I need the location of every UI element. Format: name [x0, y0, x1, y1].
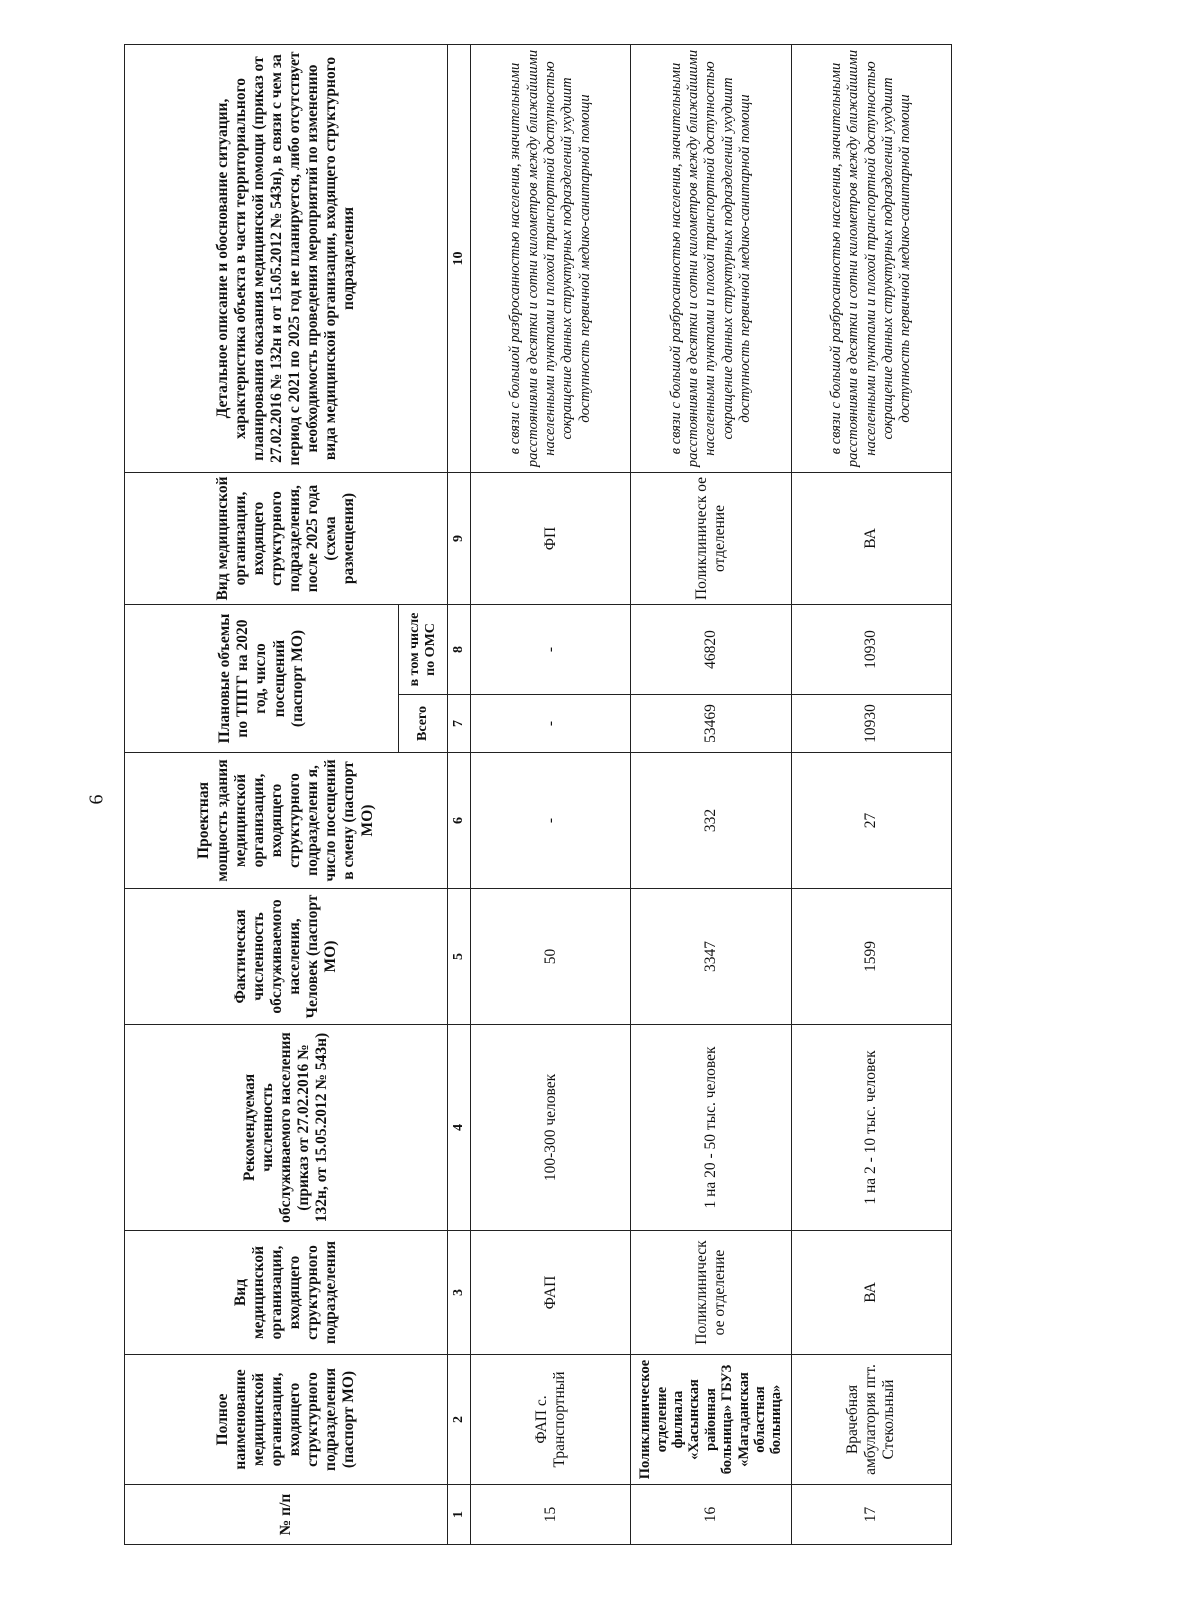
facility-name: Поликлиническое отделение филиала «Хасынская районная больница» ГБУЗ «Магаданская областная больница» [631, 1355, 791, 1485]
design-capacity: - [471, 753, 631, 889]
rotated-table-wrapper [124, 45, 952, 1545]
planned-oms: - [471, 605, 631, 695]
column-number: 10 [448, 45, 471, 473]
header-number: № п/п [125, 1485, 448, 1545]
header-justification: Детальное описание и обоснование ситуации, характеристика объекта в части территориального планирования оказания медицинской помощи (приказ от 27.02.2016 № 132н и от 15.05.2012 № 543н), в связи с чем за период с 2021 по 2025 год не планируется, либо отсутствует необходимость проведения мероприятий по изменению вида медицинской организации, входящего структурного подразделения [125, 45, 448, 473]
justification-text: в связи с большой разбросанностью населения, значительными расстояниями в десятки и сотни километров между ближайшими населенными пунктами и плохой транспортной доступностью сокращение данных структурных подразделений ухудшит доступность первичной медико-санитарной помощи [791, 45, 951, 473]
design-capacity: 332 [631, 753, 791, 889]
table-row [631, 45, 791, 1545]
actual-population: 1599 [791, 889, 951, 1025]
column-number: 4 [448, 1025, 471, 1231]
facility-type: ФАП [471, 1231, 631, 1355]
row-number: 17 [791, 1485, 951, 1545]
facility-type: Поликлиническ ое отделение [631, 1231, 791, 1355]
type-after-2025: ВА [791, 473, 951, 605]
type-after-2025: ФП [471, 473, 631, 605]
facility-name: Врачебная амбулатория пгт. Стекольный [791, 1355, 951, 1485]
column-number: 6 [448, 753, 471, 889]
header-type-after-2025: Вид медицинской организации, входящего структурного подразделения, после 2025 года (схема размещения) [125, 473, 448, 605]
actual-population: 3347 [631, 889, 791, 1025]
planned-total: 53469 [631, 695, 791, 753]
actual-population: 50 [471, 889, 631, 1025]
recommended-population: 1 на 20 - 50 тыс. человек [631, 1025, 791, 1231]
column-number: 8 [448, 605, 471, 695]
column-number: 7 [448, 695, 471, 753]
column-number: 2 [448, 1355, 471, 1485]
column-number: 3 [448, 1231, 471, 1355]
planned-total: 10930 [791, 695, 951, 753]
header-actual: Фактическая численность обслуживаемого населения, Человек (паспорт МО) [125, 889, 448, 1025]
justification-text: в связи с большой разбросанностью населения, значительными расстояниями в десятки и сотни километров между ближайшими населенными пунктами и плохой транспортной доступностью сокращение данных структурных подразделений ухудшит доступность первичной медико-санитарной помощи [631, 45, 791, 473]
planned-total: - [471, 695, 631, 753]
design-capacity: 27 [791, 753, 951, 889]
header-oms: в том числе по ОМС [399, 605, 448, 695]
header-planned-volumes: Плановые объемы по ТПГГ на 2020 год, число посещений (паспорт МО) [125, 605, 399, 753]
column-number-row [448, 45, 471, 1545]
header-type: Вид медицинской организации, входящего структурного подразделения [125, 1231, 448, 1355]
planned-oms: 46820 [631, 605, 791, 695]
facility-name: ФАП с. Транспортный [471, 1355, 631, 1485]
row-number: 16 [631, 1485, 791, 1545]
header-total: Всего [399, 695, 448, 753]
header-row [125, 45, 399, 1545]
recommended-population: 1 на 2 - 10 тыс. человек [791, 1025, 951, 1231]
header-full-name: Полное наименование медицинской организации, входящего структурного подразделения (паспорт МО) [125, 1355, 448, 1485]
column-number: 9 [448, 473, 471, 605]
recommended-population: 100-300 человек [471, 1025, 631, 1231]
table-row [471, 45, 631, 1545]
planned-oms: 10930 [791, 605, 951, 695]
facilities-table [124, 44, 952, 1545]
column-number: 1 [448, 1485, 471, 1545]
header-recommended: Рекомендуемая численность обслуживаемого населения (приказ от 27.02.2016 № 132н, от 15.05.2012 № 543н) [125, 1025, 448, 1231]
type-after-2025: Поликлиническ ое отделение [631, 473, 791, 605]
facility-type: ВА [791, 1231, 951, 1355]
row-number: 15 [471, 1485, 631, 1545]
justification-text: в связи с большой разбросанностью населения, значительными расстояниями в десятки и сотни километров между ближайшими населенными пунктами и плохой транспортной доступностью сокращение данных структурных подразделений ухудшит доступность первичной медико-санитарной помощи [471, 45, 631, 473]
table-row [791, 45, 951, 1545]
page-number: 6 [85, 794, 108, 805]
header-capacity: Проектная мощность здания медицинской организации, входящего структурного подразделени я, число посещений в смену (паспорт МО) [125, 753, 448, 889]
column-number: 5 [448, 889, 471, 1025]
